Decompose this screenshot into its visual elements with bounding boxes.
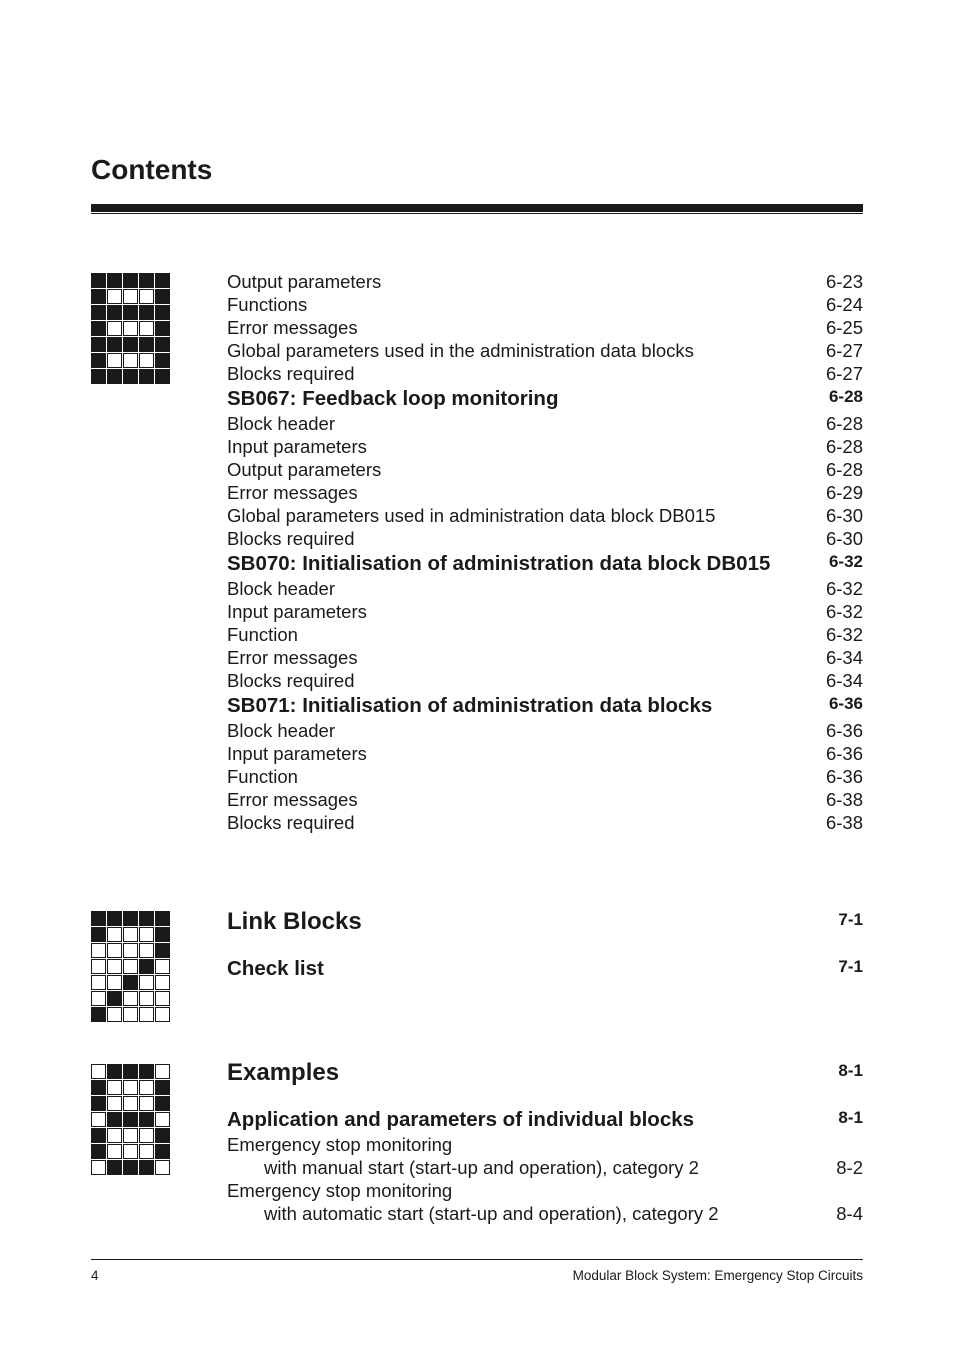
grid-cell: [91, 305, 106, 320]
grid-cell: [139, 991, 154, 1006]
toc-entry[interactable]: [227, 669, 863, 692]
grid-cell: [91, 1128, 106, 1143]
grid-cell: [139, 943, 154, 958]
toc-entry[interactable]: [227, 412, 863, 435]
grid-cell: [139, 321, 154, 336]
grid-cell: [139, 305, 154, 320]
toc-entry-page: 6-30: [825, 505, 863, 526]
toc-entry[interactable]: [227, 623, 863, 646]
toc-entry-label: with automatic start (start-up and operation), category 2: [264, 1203, 719, 1224]
toc-entry-page: 6-34: [825, 670, 863, 691]
grid-cell: [91, 959, 106, 974]
grid-cell: [107, 369, 122, 384]
grid-cell: [123, 1160, 138, 1175]
grid-cell: [91, 321, 106, 336]
toc-entry-page: 6-32: [825, 601, 863, 622]
toc-entry-page: 6-29: [825, 482, 863, 503]
grid-cell: [139, 927, 154, 942]
toc-entry-label: Error messages: [227, 647, 358, 668]
toc-entry-page: 8-2: [836, 1157, 863, 1178]
toc-entry-page: 8-1: [838, 1061, 863, 1080]
grid-cell: [91, 289, 106, 304]
grid-cell: [91, 1112, 106, 1127]
grid-cell: [107, 1007, 122, 1022]
grid-cell: [91, 369, 106, 384]
grid-cell: [91, 1007, 106, 1022]
toc-entry[interactable]: [227, 1133, 863, 1156]
grid-cell: [123, 1144, 138, 1159]
chapter-7-grid-icon: [91, 911, 170, 1022]
grid-cell: [123, 1064, 138, 1079]
toc-entry[interactable]: [227, 742, 863, 765]
toc-entry[interactable]: [227, 907, 863, 937]
grid-cell: [107, 353, 122, 368]
grid-cell: [123, 975, 138, 990]
grid-cell: [107, 975, 122, 990]
toc-entry[interactable]: [227, 550, 863, 577]
toc-entry-page: 6-28: [825, 436, 863, 457]
grid-cell: [91, 1144, 106, 1159]
toc-entry-label: SB067: Feedback loop monitoring: [227, 387, 559, 410]
grid-cell: [155, 943, 170, 958]
grid-cell: [91, 943, 106, 958]
toc-entry-label: Global parameters used in the administration data blocks: [227, 340, 694, 361]
toc-entry-label: Block header: [227, 720, 335, 741]
grid-cell: [91, 353, 106, 368]
toc-entry[interactable]: [227, 646, 863, 669]
toc-entry-page: 6-28: [825, 413, 863, 434]
grid-cell: [155, 289, 170, 304]
grid-cell: [123, 1128, 138, 1143]
toc-entry-label: Output parameters: [227, 271, 382, 292]
grid-cell: [139, 289, 154, 304]
toc-entry-label: Examples: [227, 1059, 340, 1086]
toc-entry-label: Application and parameters of individual blocks: [227, 1108, 695, 1131]
grid-cell: [107, 1096, 122, 1111]
grid-cell: [155, 959, 170, 974]
grid-cell: [91, 1160, 106, 1175]
grid-cell: [155, 927, 170, 942]
grid-cell: [107, 1144, 122, 1159]
grid-cell: [91, 337, 106, 352]
grid-cell: [139, 1064, 154, 1079]
toc-entry[interactable]: [227, 270, 863, 293]
toc-entry-page: 6-30: [825, 528, 863, 549]
toc-entry[interactable]: [227, 504, 863, 527]
grid-cell: [107, 911, 122, 926]
grid-cell: [91, 927, 106, 942]
grid-cell: [139, 353, 154, 368]
toc-entry-page: 6-36: [825, 766, 863, 787]
footer-rule: [91, 1259, 863, 1260]
grid-cell: [107, 959, 122, 974]
grid-cell: [139, 273, 154, 288]
grid-cell: [123, 1080, 138, 1095]
toc-entry-label: Input parameters: [227, 601, 367, 622]
grid-cell: [107, 1080, 122, 1095]
page-title: Contents: [91, 154, 213, 185]
grid-cell: [107, 337, 122, 352]
grid-cell: [123, 991, 138, 1006]
toc-entry-page: 7-1: [838, 910, 863, 929]
toc-entry[interactable]: [227, 1106, 863, 1133]
toc-entry-label: SB071: Initialisation of administration data blocks: [227, 694, 713, 717]
toc-entry-page: 6-25: [825, 317, 863, 338]
grid-cell: [139, 911, 154, 926]
grid-cell: [139, 337, 154, 352]
grid-cell: [123, 305, 138, 320]
grid-cell: [155, 1096, 170, 1111]
toc-entries: [227, 270, 863, 834]
grid-cell: [107, 1064, 122, 1079]
toc-entry-label: Functions: [227, 294, 308, 315]
toc-entry-label: Input parameters: [227, 743, 367, 764]
grid-cell: [107, 1128, 122, 1143]
grid-cell: [91, 975, 106, 990]
toc-entry[interactable]: [227, 293, 863, 316]
toc-entry-page: 7-1: [838, 957, 863, 976]
grid-cell: [155, 975, 170, 990]
footer-page-number: 4: [91, 1268, 99, 1283]
toc-entry-label: Error messages: [227, 317, 358, 338]
grid-cell: [107, 1160, 122, 1175]
grid-cell: [155, 1160, 170, 1175]
toc-entry[interactable]: [227, 692, 863, 719]
toc-entry[interactable]: [227, 362, 863, 385]
grid-cell: [123, 289, 138, 304]
grid-cell: [91, 1064, 106, 1079]
toc-entry-label: Blocks required: [227, 363, 355, 384]
toc-entry[interactable]: [227, 811, 863, 834]
toc-entry-label: Function: [227, 766, 298, 787]
grid-cell: [91, 991, 106, 1006]
toc-entry[interactable]: [227, 316, 863, 339]
toc-entry[interactable]: [227, 955, 863, 982]
toc-entry-page: 6-36: [825, 720, 863, 741]
grid-cell: [139, 1160, 154, 1175]
grid-cell: [107, 1112, 122, 1127]
grid-cell: [123, 959, 138, 974]
grid-cell: [91, 1080, 106, 1095]
grid-cell: [155, 1144, 170, 1159]
grid-cell: [155, 911, 170, 926]
grid-cell: [107, 943, 122, 958]
toc-entry-label: Check list: [227, 957, 324, 980]
grid-cell: [107, 321, 122, 336]
toc-entry-label: Block header: [227, 578, 335, 599]
toc-entry-label: Blocks required: [227, 528, 355, 549]
grid-cell: [123, 321, 138, 336]
grid-cell: [123, 369, 138, 384]
grid-cell: [155, 1080, 170, 1095]
toc-entry[interactable]: [227, 1156, 863, 1179]
grid-cell: [123, 337, 138, 352]
grid-cell: [155, 991, 170, 1006]
toc-entry-label: Input parameters: [227, 436, 367, 457]
toc-entry[interactable]: [227, 435, 863, 458]
toc-entry[interactable]: [227, 1058, 863, 1088]
toc-entry-page: 6-23: [825, 271, 863, 292]
grid-cell: [155, 321, 170, 336]
toc-entry-page: 6-28: [828, 387, 863, 406]
grid-cell: [155, 1007, 170, 1022]
toc-entry[interactable]: [227, 600, 863, 623]
toc-entry[interactable]: [227, 458, 863, 481]
toc-entry[interactable]: [227, 1202, 863, 1225]
grid-cell: [123, 943, 138, 958]
toc-entry-page: 6-36: [828, 694, 863, 713]
toc-entry-label: Error messages: [227, 789, 358, 810]
grid-cell: [107, 927, 122, 942]
grid-cell: [155, 273, 170, 288]
title-rule: [91, 204, 863, 214]
grid-cell: [123, 1007, 138, 1022]
grid-cell: [107, 289, 122, 304]
grid-cell: [123, 353, 138, 368]
grid-cell: [123, 911, 138, 926]
toc-entry[interactable]: [227, 719, 863, 742]
grid-cell: [123, 273, 138, 288]
toc-entry-label: Function: [227, 624, 298, 645]
grid-cell: [107, 991, 122, 1006]
grid-cell: [139, 975, 154, 990]
toc-entry[interactable]: [227, 577, 863, 600]
grid-cell: [123, 1096, 138, 1111]
toc-entry-page: 8-1: [838, 1108, 863, 1127]
toc-entry[interactable]: [227, 481, 863, 504]
toc-entry[interactable]: [227, 765, 863, 788]
grid-cell: [91, 1096, 106, 1111]
toc-entry-label: Blocks required: [227, 670, 355, 691]
grid-cell: [155, 1112, 170, 1127]
toc-entry-label: Emergency stop monitoring: [227, 1180, 453, 1201]
grid-cell: [107, 305, 122, 320]
grid-cell: [139, 1128, 154, 1143]
toc-entry[interactable]: [227, 385, 863, 412]
toc-entry-label: SB070: Initialisation of administration data block DB015: [227, 552, 771, 575]
grid-cell: [139, 1080, 154, 1095]
toc-entry-label: Link Blocks: [227, 908, 362, 935]
toc-entry-page: 6-32: [825, 624, 863, 645]
grid-cell: [107, 273, 122, 288]
toc-entry-label: with manual start (start-up and operation), category 2: [264, 1157, 699, 1178]
toc-entry-page: 8-4: [836, 1203, 863, 1224]
toc-entry-page: 6-24: [825, 294, 863, 315]
toc-entries: [227, 907, 863, 982]
toc-entry[interactable]: [227, 788, 863, 811]
toc-entry-page: 6-27: [825, 363, 863, 384]
chapter-6-grid-icon: [91, 273, 170, 384]
toc-entry-page: 6-32: [828, 552, 863, 571]
toc-entry-label: Block header: [227, 413, 335, 434]
grid-cell: [155, 353, 170, 368]
toc-entry-label: Global parameters used in administration data block DB015: [227, 505, 716, 526]
grid-cell: [155, 1064, 170, 1079]
grid-cell: [123, 1112, 138, 1127]
toc-entry-page: 6-27: [825, 340, 863, 361]
toc-entry[interactable]: [227, 339, 863, 362]
toc-entry-page: 6-28: [825, 459, 863, 480]
toc-entry-label: Error messages: [227, 482, 358, 503]
grid-cell: [139, 1144, 154, 1159]
toc-entry-label: Blocks required: [227, 812, 355, 833]
grid-cell: [91, 273, 106, 288]
grid-cell: [155, 369, 170, 384]
grid-cell: [155, 305, 170, 320]
toc-entry-label: Emergency stop monitoring: [227, 1134, 453, 1155]
grid-cell: [139, 369, 154, 384]
grid-cell: [155, 337, 170, 352]
toc-entry-page: 6-34: [825, 647, 863, 668]
toc-entry-page: 6-36: [825, 743, 863, 764]
grid-cell: [155, 1128, 170, 1143]
grid-cell: [139, 959, 154, 974]
grid-cell: [139, 1096, 154, 1111]
toc-entry[interactable]: [227, 527, 863, 550]
grid-cell: [123, 927, 138, 942]
grid-cell: [139, 1112, 154, 1127]
toc-entry-page: 6-38: [825, 789, 863, 810]
toc-entry[interactable]: [227, 1179, 863, 1202]
grid-cell: [139, 1007, 154, 1022]
toc-entry-page: 6-38: [825, 812, 863, 833]
footer-document-title: Modular Block System: Emergency Stop Circuits: [572, 1268, 863, 1283]
chapter-8-grid-icon: [91, 1064, 170, 1175]
toc-entries: [227, 1058, 863, 1225]
grid-cell: [91, 911, 106, 926]
toc-entry-label: Output parameters: [227, 459, 382, 480]
toc-entry-page: 6-32: [825, 578, 863, 599]
